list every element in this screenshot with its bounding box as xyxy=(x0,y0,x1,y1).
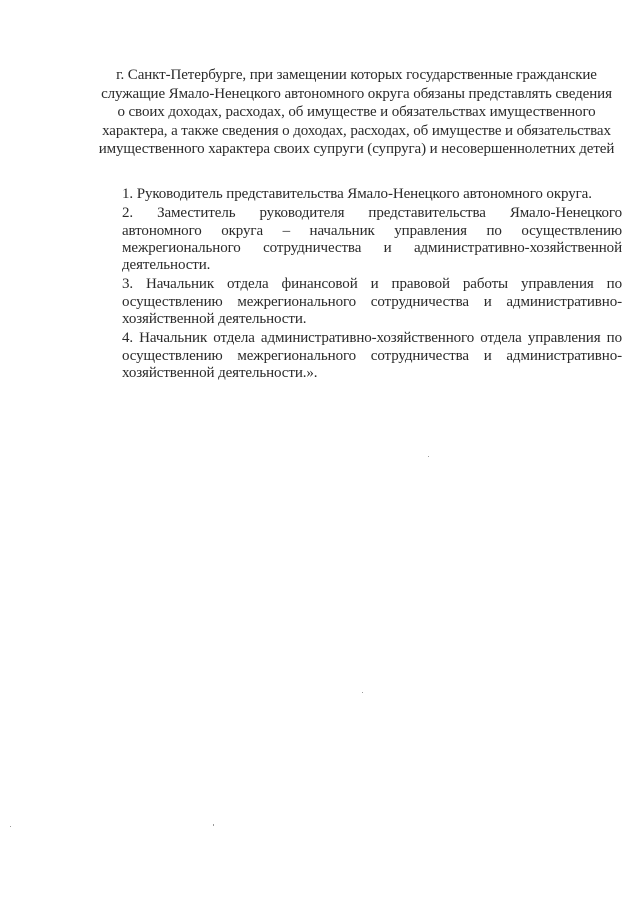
list-item-line: межрегионального сотрудничества и административно-хозяйственной xyxy=(122,239,622,256)
scan-speck xyxy=(213,824,214,826)
list-item-line: деятельности. xyxy=(122,257,211,274)
header-line: характера, а также сведения о доходах, расходах, об имуществе и обязательствах xyxy=(102,122,611,139)
list-item-line: автономного округа – начальник управления по осуществлению xyxy=(122,222,622,239)
list-item-1 xyxy=(122,186,622,203)
list-item-4 xyxy=(122,330,622,382)
list-item-3 xyxy=(122,276,622,328)
list-item-line: 4. Начальник отдела административно-хозяйственного отдела управления по xyxy=(122,330,622,347)
scan-speck xyxy=(362,692,363,693)
header-line: имущественного характера своих супруги (супруга) и несовершеннолетних детей xyxy=(98,141,615,157)
scan-speck xyxy=(10,826,11,827)
scan-speck xyxy=(428,456,429,457)
list-item-line: хозяйственной деятельности. xyxy=(122,311,307,328)
positions-list xyxy=(122,186,622,384)
list-item-line: 1. Руководитель представительства Ямало-Ненецкого автономного округа. xyxy=(122,186,592,202)
header-line: служащие Ямало-Ненецкого автономного округа обязаны представлять сведения xyxy=(101,85,612,102)
list-item-line: 3. Начальник отдела финансовой и правовой работы управления по xyxy=(122,276,622,293)
header-line: г. Санкт-Петербурге, при замещении которых государственные гражданские xyxy=(116,67,597,83)
list-item-line: хозяйственной деятельности.». xyxy=(122,364,318,381)
list-item-line: осуществлению межрегионального сотрудничества и административно- xyxy=(122,347,622,364)
list-item-2 xyxy=(122,205,622,274)
header-line: о своих доходах, расходах, об имуществе и обязательствах имущественного xyxy=(117,104,596,120)
list-item-line: 2. Заместитель руководителя представительства Ямало-Ненецкого xyxy=(122,205,622,222)
list-item-line: осуществлению межрегионального сотрудничества и административно- xyxy=(122,293,622,310)
document-header-paragraph xyxy=(88,66,625,159)
